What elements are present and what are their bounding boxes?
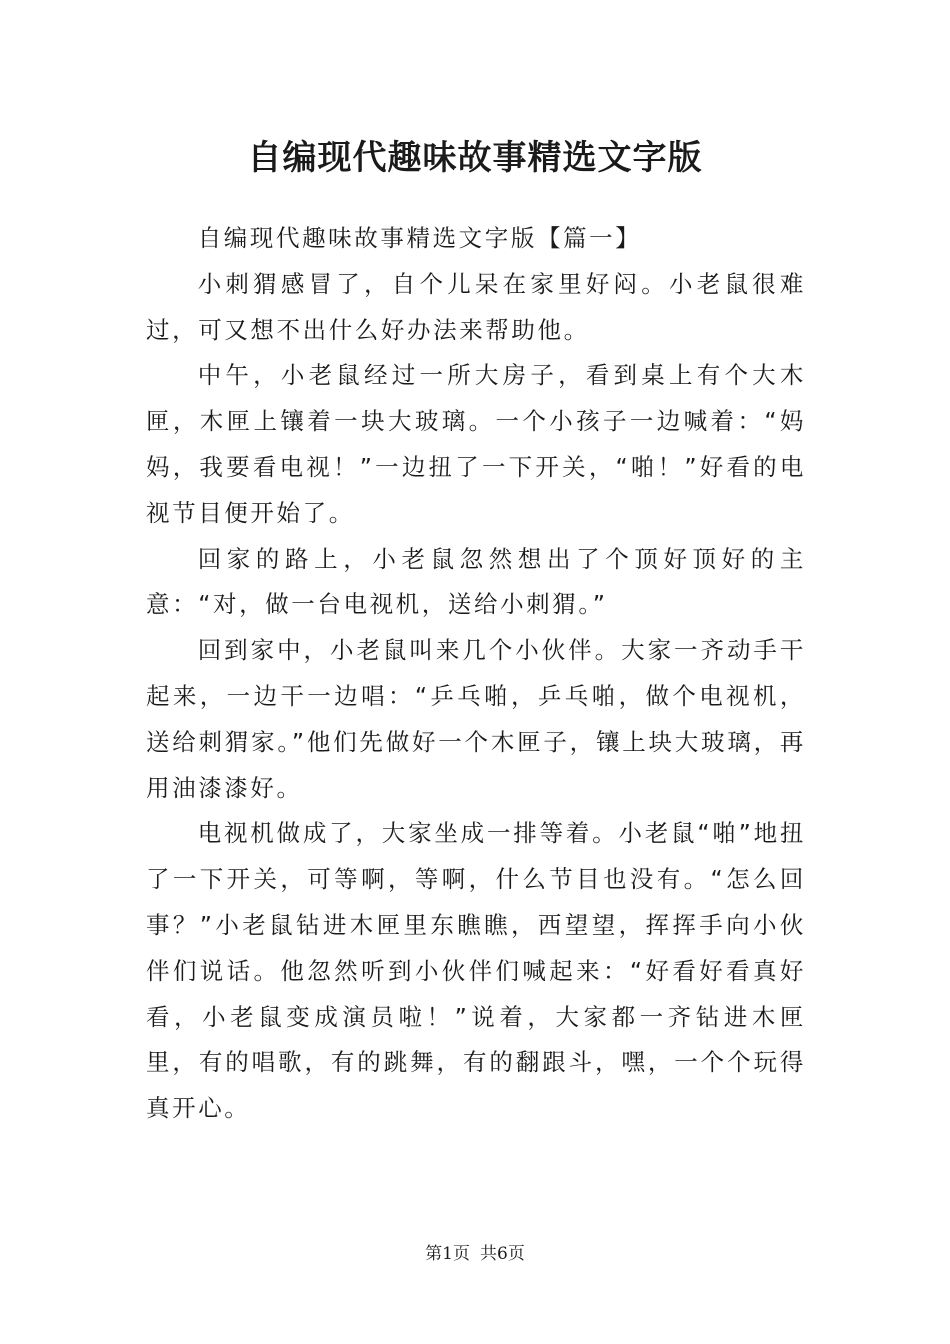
page-total: 共6页: [480, 1244, 525, 1264]
document-title: 自编现代趣味故事精选文字版: [247, 138, 703, 178]
paragraph: 电视机做成了，大家坐成一排等着。小老鼠“啪”地扭了一下开关，可等啊，等啊，什么节目也没有。“怎么回事？”小老鼠钻进木匣里东瞧瞧，西望望，挥挥手向小伙伴们说话。他忽然听到小伙伴们喊起来：“好看好看真好看，小老鼠变成演员啦！”说着，大家都一齐钻进木匣里，有的唱歌，有的跳舞，有的翻跟斗，嘿，一个个玩得真开心。: [146, 819, 806, 1123]
paragraph: 回家的路上，小老鼠忽然想出了个顶好顶好的主意：“对，做一台电视机，送给小刺猬。”: [146, 544, 806, 619]
paragraph: 小刺猬感冒了，自个儿呆在家里好闷。小老鼠很难过，可又想不出什么好办法来帮助他。: [146, 269, 806, 344]
page-footer: [0, 1240, 950, 1268]
section-heading: 自编现代趣味故事精选文字版【篇一】: [197, 224, 642, 252]
page-number: 第1页: [425, 1244, 470, 1264]
paragraph: 中午，小老鼠经过一所大房子，看到桌上有个大木匣，木匣上镶着一块大玻璃。一个小孩子一边喊着：“妈妈，我要看电视！”一边扭了一下开关，“啪！”好看的电视节目便开始了。: [146, 361, 806, 527]
document-body: [146, 216, 806, 1132]
paragraph: 回到家中，小老鼠叫来几个小伙伴。大家一齐动手干起来，一边干一边唱：“乒乓啪，乒乓啪，做个电视机，送给刺猬家。”他们先做好一个木匣子，镶上块大玻璃，再用油漆漆好。: [146, 636, 806, 802]
